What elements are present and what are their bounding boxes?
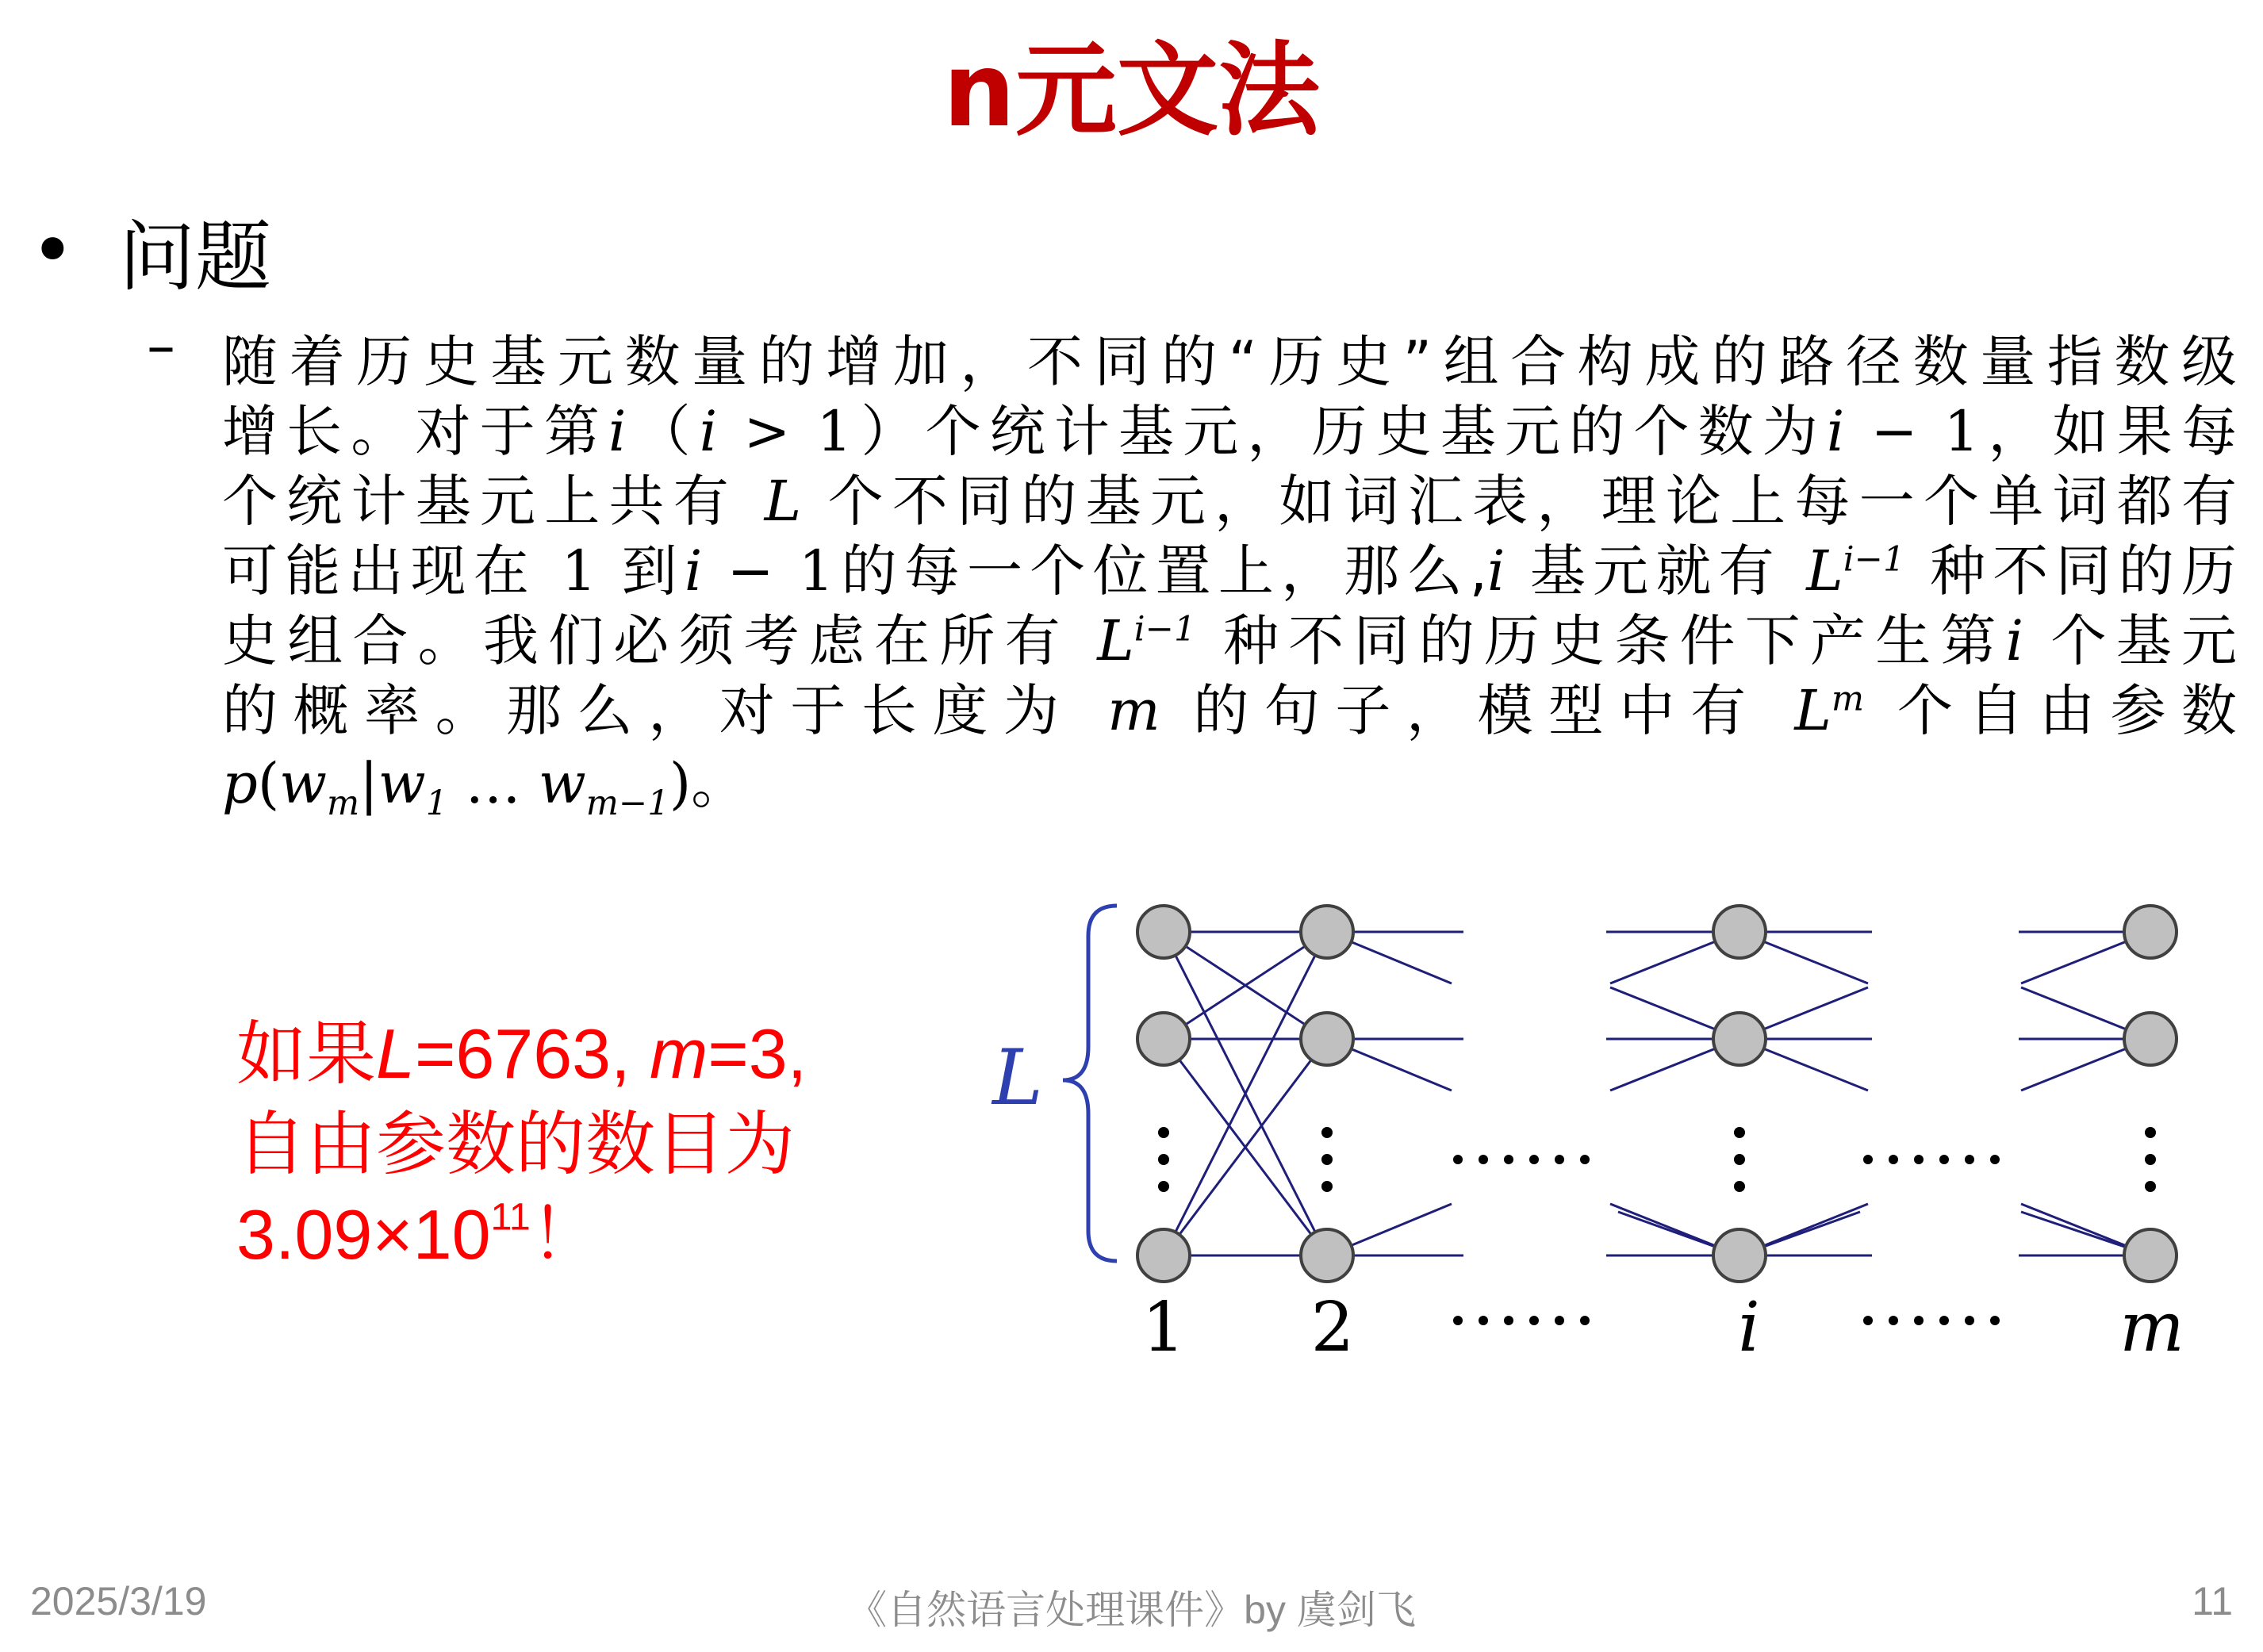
paragraph-text-run: 种不同的历史条件下产生第 bbox=[1195, 608, 2006, 673]
lattice-node bbox=[2124, 1229, 2177, 1282]
paragraph-text-run: L bbox=[1794, 678, 1831, 743]
paragraph-text-run: ) bbox=[669, 751, 692, 816]
vertical-ellipsis-dot bbox=[1734, 1181, 1745, 1192]
column-label: m bbox=[2119, 1288, 2184, 1367]
horizontal-ellipsis-dot bbox=[1914, 1316, 1924, 1325]
lattice-node bbox=[1137, 906, 1190, 958]
paragraph-text-run: 的句子，模型中有 bbox=[1160, 678, 1795, 743]
vertical-ellipsis-dot bbox=[1158, 1127, 1169, 1138]
vertical-ellipsis-dot bbox=[1158, 1154, 1169, 1165]
horizontal-ellipsis-dot bbox=[1990, 1155, 2000, 1164]
bullet-heading: 问题 bbox=[119, 213, 271, 301]
vertical-ellipsis-dot bbox=[1321, 1181, 1333, 1192]
paragraph-text-run: m bbox=[1107, 678, 1160, 743]
vertical-ellipsis-dot bbox=[2145, 1181, 2156, 1192]
paragraph-text-run: 个基元 bbox=[2023, 608, 2237, 673]
paragraph-text-run: 1 bbox=[561, 539, 597, 604]
paragraph-text-run: L bbox=[1097, 608, 1134, 673]
paragraph-text-run: ，如果每 bbox=[1979, 399, 2238, 464]
horizontal-ellipsis-dot bbox=[1863, 1155, 1873, 1164]
lattice-node bbox=[1713, 906, 1766, 958]
lattice-node bbox=[1301, 1229, 1353, 1282]
horizontal-ellipsis-dot bbox=[1504, 1155, 1513, 1164]
bullet-marker: • bbox=[30, 206, 75, 295]
paragraph-text-run: 可能出现在 bbox=[222, 539, 562, 604]
horizontal-ellipsis-dot bbox=[1580, 1316, 1590, 1325]
paragraph-text-run: 到 bbox=[596, 539, 685, 604]
paragraph-text-run: | bbox=[359, 751, 378, 816]
paragraph-text-run: m bbox=[327, 784, 360, 823]
vertical-ellipsis-dot bbox=[2145, 1127, 2156, 1138]
paragraph-text-run: i bbox=[1826, 399, 1845, 464]
paragraph-text-run: … bbox=[447, 751, 539, 816]
paragraph-text-run: i bbox=[608, 399, 627, 464]
horizontal-ellipsis-dot bbox=[1479, 1316, 1488, 1325]
curly-brace-icon bbox=[1063, 906, 1117, 1261]
paragraph-text-run: ）个统计基元，历史基元的个数为 bbox=[852, 399, 1827, 464]
paragraph-text-run: m−1 bbox=[585, 784, 669, 823]
paragraph-text-run: − 1 bbox=[1844, 399, 1980, 464]
paragraph-text-run: 基元就有 bbox=[1505, 539, 1807, 604]
horizontal-ellipsis-dot bbox=[1939, 1316, 1949, 1325]
footer-date: 2025/3/19 bbox=[30, 1579, 207, 1623]
horizontal-ellipsis-dot bbox=[1453, 1155, 1463, 1164]
example-line-3: $3.09\times 10^{11}$！ bbox=[236, 1195, 600, 1274]
paragraph-text-run: 的概率。那么，对于长度为 bbox=[222, 678, 1108, 743]
horizontal-ellipsis-dot bbox=[1453, 1316, 1463, 1325]
sub-bullet-dash: – bbox=[147, 312, 175, 379]
example-line-2: 自由参数的数目为 bbox=[236, 1105, 796, 1183]
paragraph-text-run: 增长。对于第 bbox=[222, 399, 609, 464]
lattice-node bbox=[2124, 906, 2177, 958]
example-line-1: 如果L=6763, m=3, bbox=[236, 1014, 807, 1093]
paragraph-text-run: 个统计基元上共有 bbox=[222, 469, 765, 534]
horizontal-ellipsis-dot bbox=[1889, 1155, 1898, 1164]
paragraph-text-run: i bbox=[2005, 608, 2024, 673]
horizontal-ellipsis-dot bbox=[1504, 1316, 1513, 1325]
horizontal-ellipsis-dot bbox=[1555, 1316, 1564, 1325]
paragraph-text-run: i−1 bbox=[1843, 539, 1905, 580]
horizontal-ellipsis-dot bbox=[1914, 1155, 1924, 1164]
paragraph-text-run: i bbox=[699, 399, 718, 464]
horizontal-ellipsis-dot bbox=[1529, 1316, 1539, 1325]
paragraph-text-run: i−1 bbox=[1133, 609, 1196, 650]
paragraph-text-run: p bbox=[222, 751, 258, 816]
paragraph-text-run: （ bbox=[626, 399, 700, 464]
paragraph-text-run: w bbox=[279, 751, 328, 816]
vertical-ellipsis-dot bbox=[1321, 1127, 1333, 1138]
vertical-ellipsis-dot bbox=[2145, 1154, 2156, 1165]
paragraph-text-run: m bbox=[1831, 679, 1865, 719]
footer-course: 《自然语言处理课件》by 虞剑飞 bbox=[847, 1588, 1416, 1632]
horizontal-ellipsis-dot bbox=[1965, 1155, 1974, 1164]
lattice-node bbox=[1713, 1013, 1766, 1065]
paragraph-text-run: 随着历史基元数量的增加，不同的“历史”组合构成的路径数量指数级 bbox=[222, 329, 2237, 394]
slide-title: n元文法 bbox=[942, 32, 1321, 150]
paragraph-text-run: 种不同的历 bbox=[1904, 539, 2237, 604]
vertical-ellipsis-dot bbox=[1321, 1154, 1333, 1165]
paragraph-text-run: L bbox=[764, 469, 802, 534]
paragraph-text-run: 。 bbox=[691, 751, 747, 816]
lattice-node bbox=[1301, 906, 1353, 958]
lattice-node bbox=[1713, 1229, 1766, 1282]
lattice-node bbox=[1137, 1013, 1190, 1065]
paragraph-text-run: w bbox=[378, 751, 426, 816]
column-label: i bbox=[1738, 1288, 1760, 1367]
paragraph-text-run: i bbox=[1487, 539, 1505, 604]
paragraph-text-run: > 1 bbox=[717, 399, 853, 464]
lattice-node bbox=[2124, 1013, 2177, 1065]
horizontal-ellipsis-dot bbox=[1479, 1155, 1488, 1164]
paragraph-text-run: ( bbox=[257, 751, 280, 816]
horizontal-ellipsis-dot bbox=[1555, 1155, 1564, 1164]
horizontal-ellipsis-dot bbox=[1863, 1316, 1873, 1325]
vertical-ellipsis-dot bbox=[1158, 1181, 1169, 1192]
horizontal-ellipsis-dot bbox=[1889, 1316, 1898, 1325]
column-label: 1 bbox=[1141, 1288, 1186, 1367]
paragraph-text-run: 1 bbox=[425, 784, 448, 823]
horizontal-ellipsis-dot bbox=[1990, 1316, 2000, 1325]
lattice-node bbox=[1301, 1013, 1353, 1065]
paragraph-text-run: − 1 bbox=[702, 539, 834, 604]
footer-page-number: 11 bbox=[2192, 1579, 2233, 1623]
paragraph-text-run: w bbox=[538, 751, 586, 816]
horizontal-ellipsis-dot bbox=[1529, 1155, 1539, 1164]
vertical-ellipsis-dot bbox=[1734, 1154, 1745, 1165]
paragraph-text-run: L bbox=[1806, 539, 1843, 604]
paragraph-text-run: 个自由参数 bbox=[1864, 678, 2237, 743]
lattice-node bbox=[1137, 1229, 1190, 1282]
brace-label: L bbox=[992, 1033, 1043, 1122]
paragraph-text-run: 个不同的基元，如词汇表，理论上每一个单词都有 bbox=[801, 469, 2237, 534]
vertical-ellipsis-dot bbox=[1734, 1127, 1745, 1138]
paragraph-text-run: 的每一个位置上，那么, bbox=[834, 539, 1488, 604]
horizontal-ellipsis-dot bbox=[1580, 1155, 1590, 1164]
paragraph-text-run: i bbox=[684, 539, 703, 604]
paragraph-text-run: 史组合。我们必须考虑在所有 bbox=[222, 608, 1098, 673]
horizontal-ellipsis-dot bbox=[1939, 1155, 1949, 1164]
horizontal-ellipsis-dot bbox=[1965, 1316, 1974, 1325]
column-label: 2 bbox=[1310, 1288, 1355, 1367]
